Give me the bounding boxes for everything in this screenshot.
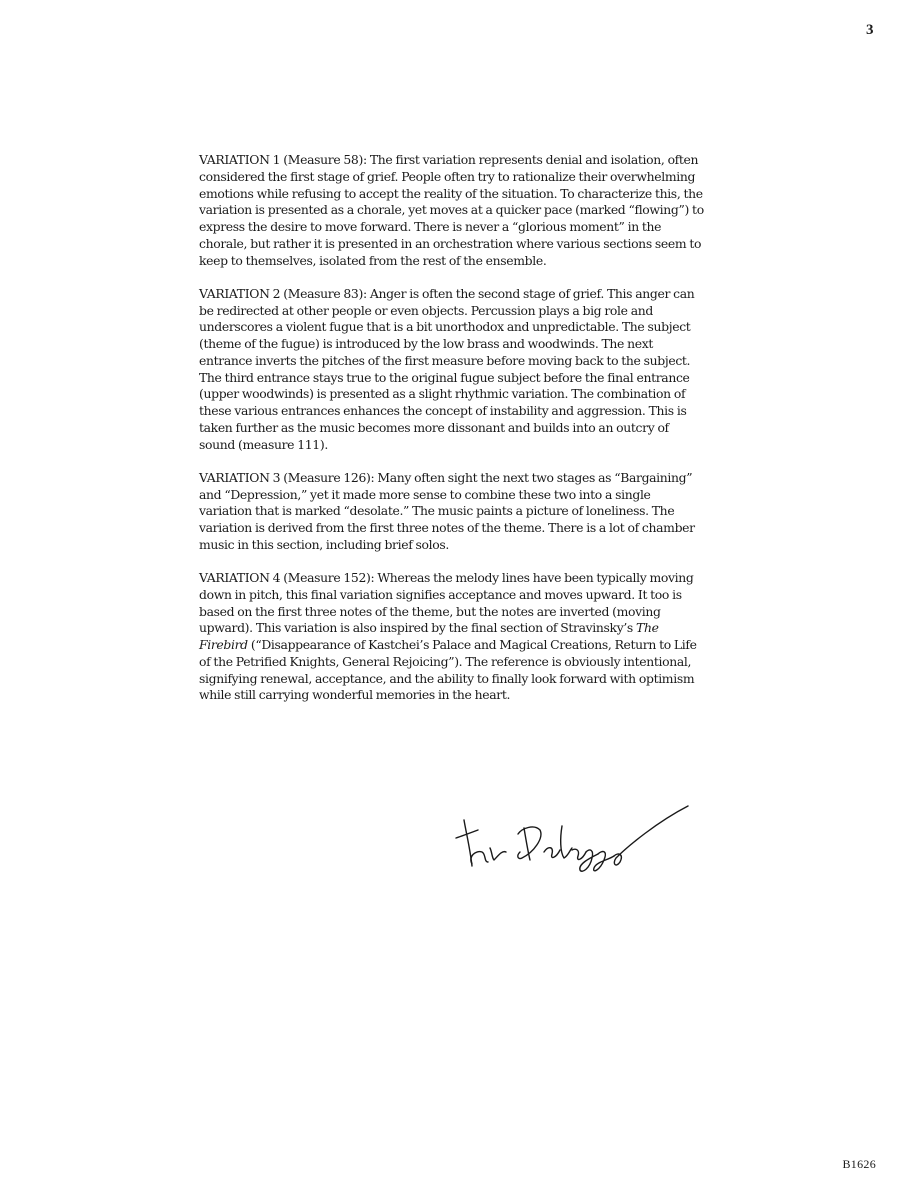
- variation-1-paragraph: VARIATION 1 (Measure 58): The first variation represents denial and isolation, often considered the first stage of grief. People often try to rationalize their overwhelming emotions while refusing to accept the reality of the situation. To characterize this, the variation is presented as a chorale, yet moves at a quicker pace (marked “flowing”) to express the desire to move forward. There is never a “glorious moment” in the chorale, but rather it is presented in an orchestration where various sections seem to keep to themselves, isolated from the rest of the ensemble.: [199, 152, 704, 268]
- firebird-title: The Firebird: [199, 620, 659, 652]
- variation-2-paragraph: VARIATION 2 (Measure 83): Anger is often the second stage of grief. This anger can be redirected at other people or even objects. Percussion plays a big role and underscores a violent fugue that is a bit unorthodox and unpredictable. The subject (theme of the fugue) is introduced by the low brass and woodwinds. The next entrance inverts the pitches of the first measure before moving back to the subject. The third entrance stays true to the original fugue subject before the final entrance (upper woodwinds) is presented as a slight rhythmic variation. The combination of these various entrances enhances the concept of instability and aggression. This is taken further as the music becomes more dissonant and builds into an outcry of sound (measure 111).: [199, 285, 695, 452]
- variation-3-paragraph: VARIATION 3 (Measure 126): Many often sight the next two stages as “Bargaining” and “Depression,” yet it made more sense to combine these two into a single variation that is marked “desolate.” The music paints a picture of loneliness. The variation is derived from the first three notes of the theme. There is a lot of chamber music in this section, including brief solos.: [199, 469, 695, 552]
- variation-4-paragraph: [199, 570, 704, 704]
- variation-4-text-start: VARIATION 4 (Measure 152): Whereas the melody lines have been typically moving down in pitch, this final variation signifies acceptance and moves upward. It too is based on the first three notes of the theme, but the notes are inverted (moving upward). This variation is also inspired by the final section of Stravinsky’s: [199, 570, 694, 636]
- variation-4-text-end: (“Disappearance of Kastchei’s Palace and Magical Creations, Return to Life of the Petrified Knights, General Rejoicing”). The reference is obviously intentional, signifying renewal, acceptance, and the ability to finally look forward with optimism while still carrying wonderful memories in the heart.: [199, 637, 697, 703]
- composer-signature: [452, 798, 697, 878]
- catalog-number: B1626: [842, 1157, 876, 1171]
- program-notes: [199, 152, 704, 704]
- page-number: 3: [866, 22, 874, 38]
